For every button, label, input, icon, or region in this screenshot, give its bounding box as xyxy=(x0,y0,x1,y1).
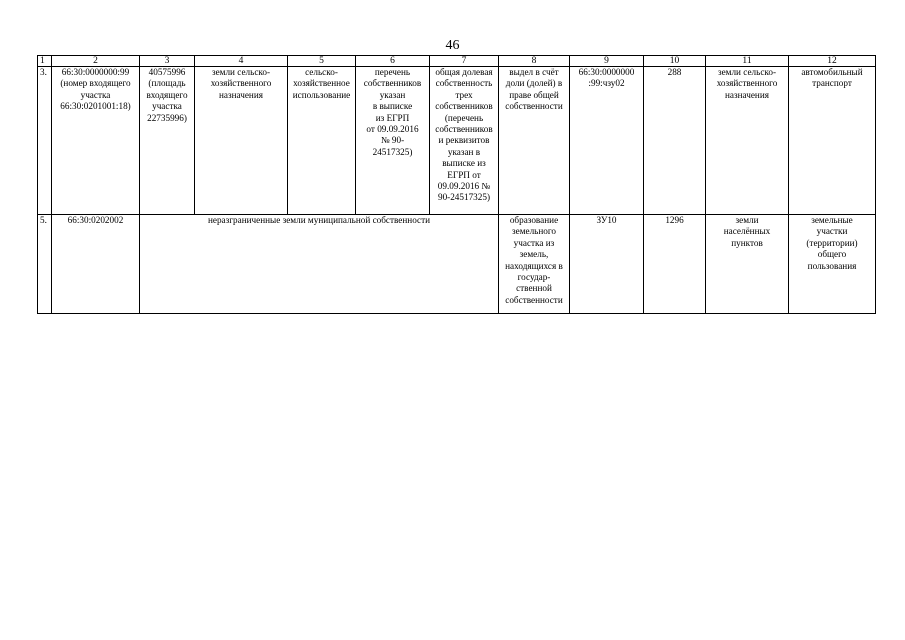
new-permitted-use-cell xyxy=(789,215,876,314)
cell-line: земли сельско- xyxy=(717,67,777,77)
cell-line: хозяйственное xyxy=(293,78,350,89)
cell-line: (территории) xyxy=(806,237,858,248)
column-number: 12 xyxy=(789,56,876,67)
column-number: 9 xyxy=(570,56,644,67)
cell-line: (номер входящего xyxy=(60,78,131,89)
formation-method-cell xyxy=(499,67,570,215)
cell-line: собственности xyxy=(505,101,563,112)
cell-line: в выписке xyxy=(372,101,413,112)
cell-line: назначения xyxy=(724,89,769,100)
table-row xyxy=(38,215,876,314)
cell-line: населённых xyxy=(723,226,771,237)
cell-line: государ- xyxy=(517,272,551,283)
cell-line: выдел в счёт xyxy=(509,67,559,77)
new-land-category-cell xyxy=(706,67,789,215)
plot-area-cell xyxy=(644,215,706,314)
new-land-category-cell xyxy=(706,215,789,314)
cell-line: от 09.09.2016 xyxy=(366,124,419,135)
cell-line: 90-24517325) xyxy=(437,192,491,203)
cell-line: из ЕГРП xyxy=(375,112,410,123)
column-number: 10 xyxy=(644,56,706,67)
cadastral-number-cell xyxy=(52,215,140,314)
cell-line: (перечень xyxy=(444,112,484,123)
row-number: 3. xyxy=(38,67,52,215)
conditional-number-cell xyxy=(570,215,644,314)
cell-line: 288 xyxy=(667,67,682,77)
cell-line: 66:30:0202002 xyxy=(67,215,124,225)
plot-area-cell xyxy=(644,67,706,215)
cell-line: доли (долей) в xyxy=(505,78,563,89)
cell-line: :99:чзу02 xyxy=(588,78,625,89)
cell-line: 24517325) xyxy=(372,146,413,157)
column-number: 5 xyxy=(288,56,356,67)
column-number: 4 xyxy=(195,56,288,67)
cell-line: участки xyxy=(816,226,848,237)
cell-line: 09.09.2016 № xyxy=(437,181,491,192)
cell-line: земли сельско- xyxy=(211,67,271,77)
cell-line: собственность xyxy=(435,78,493,89)
cell-line: 66:30:0201001:18) xyxy=(60,101,131,112)
conditional-number-cell xyxy=(570,67,644,215)
cell-line: собственников xyxy=(435,124,493,135)
cell-line: 66:30:0000000:99 xyxy=(61,67,130,77)
new-permitted-use-cell xyxy=(789,67,876,215)
cell-line: трех xyxy=(455,89,473,100)
land-plots-table xyxy=(37,55,876,314)
cell-line: сельско- xyxy=(305,67,338,77)
cell-line: выписке из xyxy=(442,158,486,169)
permitted-use-cell xyxy=(288,67,356,215)
cell-line: находящихся в xyxy=(505,260,563,271)
cell-line: собственности xyxy=(505,294,563,305)
cell-line: автомобильный xyxy=(801,67,863,77)
area-cell xyxy=(140,67,195,215)
cell-line: участка из xyxy=(513,237,555,248)
cell-line: земли xyxy=(735,215,759,225)
column-number: 6 xyxy=(356,56,430,67)
table-row xyxy=(38,67,876,215)
cell-line: пунктов xyxy=(731,237,763,248)
merged-description-cell: неразграниченные земли муниципальной собственности xyxy=(140,215,499,314)
cadastral-number-cell xyxy=(52,67,140,215)
column-number: 1 xyxy=(38,56,52,67)
column-number-row xyxy=(38,56,876,67)
cell-line: собственников xyxy=(435,101,493,112)
cell-line: участка xyxy=(80,89,111,100)
cell-line: ЗУ10 xyxy=(596,215,617,225)
cell-line: и реквизитов xyxy=(438,135,490,146)
cell-line: 40575996 xyxy=(148,67,186,77)
cell-line: 66:30:0000000 xyxy=(578,67,635,77)
column-number: 11 xyxy=(706,56,789,67)
cell-line: назначения xyxy=(218,89,263,100)
cell-line: 22735996) xyxy=(147,112,187,123)
cell-line: образование xyxy=(509,215,559,225)
cell-line: 1296 xyxy=(665,215,684,225)
cell-line: (площадь xyxy=(148,78,186,89)
cell-line: земельные xyxy=(811,215,853,225)
cell-line: общая долевая xyxy=(435,67,493,77)
cell-line: общего xyxy=(817,249,847,260)
cell-line: собственников xyxy=(363,78,422,89)
cell-line: участка xyxy=(152,101,182,112)
cell-line: использование xyxy=(292,89,351,100)
cell-line: транспорт xyxy=(812,78,852,89)
cell-line: ЕГРП от xyxy=(447,169,481,180)
cell-line: указан в xyxy=(447,146,481,157)
cell-line: перечень xyxy=(374,67,411,77)
formation-method-cell xyxy=(499,215,570,314)
column-number: 3 xyxy=(140,56,195,67)
cell-line: указан xyxy=(379,89,406,100)
row-number: 5. xyxy=(38,215,52,314)
cell-line: ственной xyxy=(516,283,552,294)
cell-line: земель, xyxy=(519,249,549,260)
cell-line: праве общей xyxy=(509,89,559,100)
owners-cell xyxy=(356,67,430,215)
column-number: 2 xyxy=(52,56,140,67)
land-category-cell xyxy=(195,67,288,215)
cell-line: хозяйственного xyxy=(210,78,272,89)
cell-line: земельного xyxy=(511,226,557,237)
cell-line: пользования xyxy=(807,260,857,271)
cell-line: № 90- xyxy=(380,135,405,146)
page-number: 46 xyxy=(445,38,460,53)
cell-line: хозяйственного xyxy=(716,78,778,89)
right-type-cell xyxy=(430,67,499,215)
column-number: 8 xyxy=(499,56,570,67)
cell-line: входящего xyxy=(146,89,188,100)
column-number: 7 xyxy=(430,56,499,67)
